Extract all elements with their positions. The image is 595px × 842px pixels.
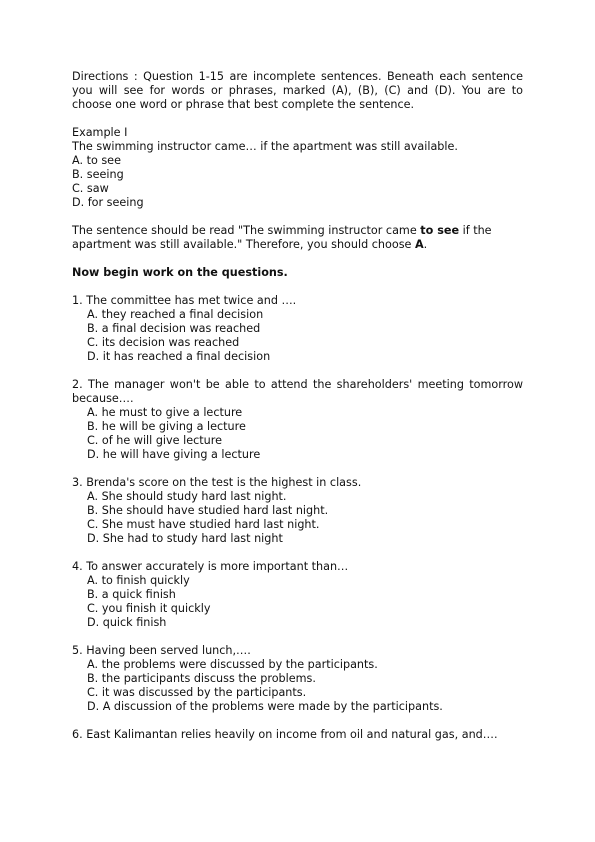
example-option: A. to see [72,154,121,167]
explanation-text: if the apartment was still available." Therefore, you should choose [72,224,492,251]
question-text: 3. Brenda's score on the test is the highest in class. [72,476,362,489]
example-question: The swimming instructor came… if the apartment was still available. [72,140,458,153]
explanation-emphasis: to see [420,224,460,237]
answer-option: D. She had to study hard last night [87,532,283,545]
spacer [72,546,523,560]
question-block [72,294,523,364]
question-block [72,378,523,462]
example-explanation [72,224,523,252]
question-text: 2. The manager won't be able to attend the shareholders' meeting tomorrow because…. [72,378,523,405]
answer-option: D. A discussion of the problems were made by the participants. [87,700,443,713]
example-block [72,126,523,210]
answer-option: A. to finish quickly [87,574,190,587]
question-block [72,476,523,546]
answer-option: D. it has reached a final decision [87,350,271,363]
spacer [72,112,523,126]
spacer [72,630,523,644]
question-text: 4. To answer accurately is more important than… [72,560,349,573]
spacer [72,252,523,266]
begin-heading: Now begin work on the questions. [72,266,288,279]
answer-option: C. its decision was reached [87,336,240,349]
example-label: Example I [72,126,128,139]
question-block [72,560,523,630]
question-text: 6. East Kalimantan relies heavily on income from oil and natural gas, and…. [72,728,498,741]
spacer [72,280,523,294]
answer-option: B. She should have studied hard last night. [87,504,329,517]
question-block [72,644,523,714]
spacer [72,364,523,378]
answer-option: B. a quick finish [87,588,176,601]
directions-paragraph: Directions : Question 1-15 are incomplete sentences. Beneath each sentence you will see for words or phrases, marked (A), (B), (C) and (D). You are to choose one word or phrase that best complete the sentence. [72,70,523,111]
answer-option: C. of he will give lecture [87,434,222,447]
answer-option: C. it was discussed by the participants. [87,686,307,699]
explanation-answer: A [414,238,424,251]
question-block [72,728,523,742]
answer-option: A. he must to give a lecture [87,406,243,419]
question-text: 1. The committee has met twice and …. [72,294,297,307]
example-option: B. seeing [72,168,124,181]
answer-option: B. the participants discuss the problems. [87,672,316,685]
spacer [72,462,523,476]
spacer [72,210,523,224]
answer-option: A. the problems were discussed by the participants. [87,658,378,671]
question-text: 5. Having been served lunch,…. [72,644,251,657]
answer-option: D. he will have giving a lecture [87,448,261,461]
answer-option: C. you finish it quickly [87,602,211,615]
example-option: C. saw [72,182,109,195]
spacer [72,714,523,728]
explanation-text: The sentence should be read "The swimming instructor came [72,224,421,237]
answer-option: D. quick finish [87,616,167,629]
answer-option: C. She must have studied hard last night. [87,518,320,531]
document-page [72,70,523,742]
example-option: D. for seeing [72,196,144,209]
answer-option: A. She should study hard last night. [87,490,287,503]
answer-option: A. they reached a final decision [87,308,264,321]
explanation-text: . [423,238,428,251]
answer-option: B. he will be giving a lecture [87,420,246,433]
answer-option: B. a final decision was reached [87,322,261,335]
